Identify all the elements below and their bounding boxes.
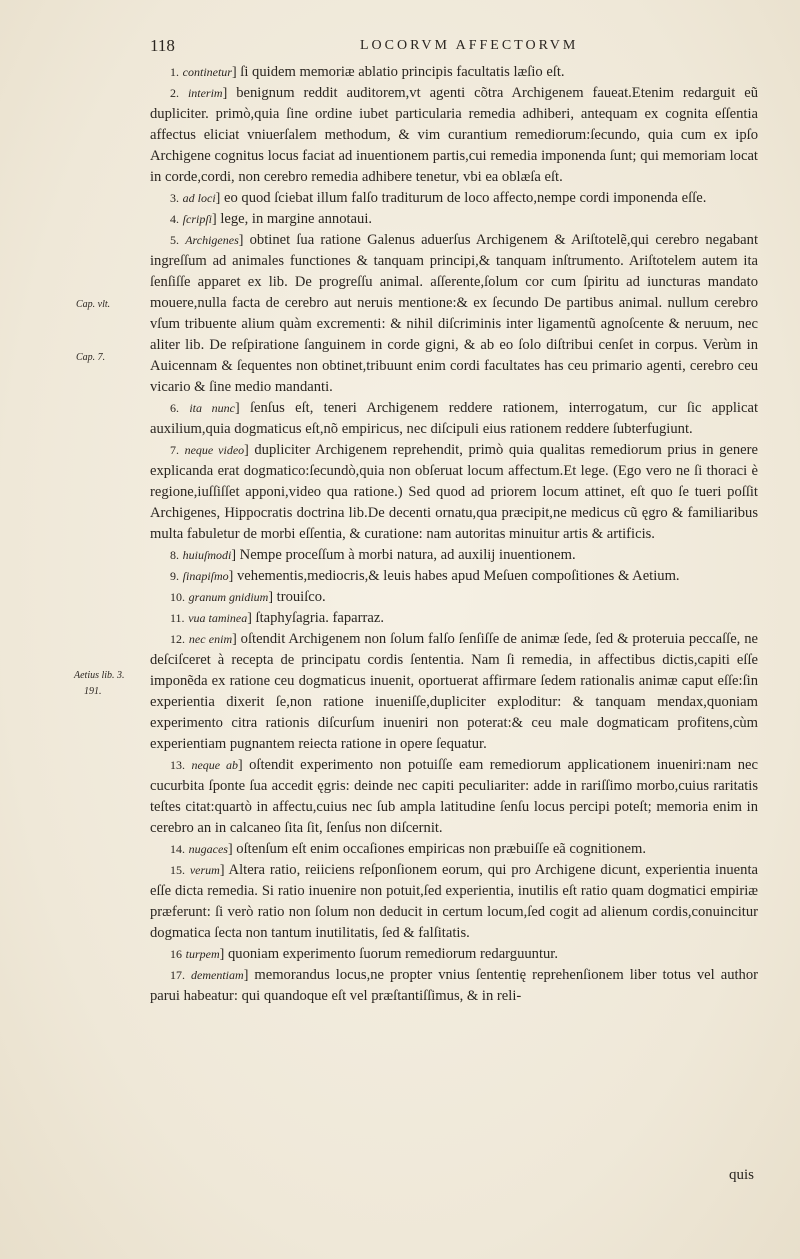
note-text: ſenſus eſt, teneri Archigenem reddere rationem, interrogatum, cur ſic applicat auxilium,quia dogmaticus eſt,nõ empiricus, nec diſcipuli eius rationem reddere ſubterfugiunt. — [150, 400, 758, 437]
note-text: quoniam experimento ſuorum remediorum redarguuntur. — [224, 946, 559, 962]
note-lemma: neque video — [184, 443, 245, 457]
commentary-note — [150, 965, 758, 1007]
page-header — [150, 36, 750, 58]
note-number: 7. — [170, 443, 179, 457]
lemma-bracket: ] — [238, 233, 244, 248]
commentary-note — [150, 860, 758, 944]
catchword: quis — [728, 1167, 754, 1183]
margin-note: Cap. vlt. — [76, 299, 111, 310]
lemma-bracket: ] — [268, 590, 273, 605]
note-text: oſtenſum eſt enim occaſiones empiricas non præbuiſſe eã cognitionem. — [232, 841, 647, 857]
commentary-note — [150, 545, 758, 566]
lemma-bracket: ] — [212, 212, 217, 227]
note-lemma: verum — [189, 863, 220, 877]
note-number: 15. — [170, 863, 185, 877]
note-lemma: turpem — [185, 947, 220, 961]
note-lemma: interim — [187, 86, 223, 100]
lemma-bracket: ] — [227, 842, 233, 857]
commentary-note — [150, 398, 758, 440]
note-number: 13. — [170, 758, 185, 772]
running-head: LOCORVM AFFECTORVM — [360, 38, 579, 53]
note-number: 4. — [170, 212, 179, 226]
note-lemma: Archigenes — [185, 233, 239, 247]
note-number: 8. — [170, 548, 179, 562]
note-number: 1. — [170, 65, 179, 79]
note-lemma: nec enim — [188, 632, 233, 646]
note-text: ſi quidem memoriæ ablatio principis facultatis læſio eſt. — [236, 64, 565, 80]
note-text: memorandus locus,ne propter vnius ſententię reprehenſionem liber totus vel author parui habeatur: qui quandoque eſt vel præſtantiſſimus, & in reli- — [150, 967, 759, 1004]
commentary-note — [150, 209, 758, 230]
lemma-bracket: ] — [219, 947, 225, 962]
margin-notes — [0, 0, 150, 1259]
note-number: 2. — [170, 86, 179, 100]
lemma-bracket: ] — [231, 65, 237, 80]
lemma-bracket: ] — [222, 86, 228, 101]
note-text: Nempe proceſſum à morbi natura, ad auxilij inuentionem. — [236, 547, 576, 563]
note-text: obtinet ſua ratione Galenus aduerſus Archigenem & Ariſtotelẽ,qui cerebro negabant ingreſſum ad animales functiones & tanquam principi,& tanquam inſtrumento. Ariſtotelem autem ita ſenſiſſe apparet ex lib. De progreſſu animal. aſſerente,ſolum cor cum ſpiritu ad iuncturas mandato mouere,nulla facta de cerebro aut neruis mentione:& ex ſecundo De partibus animal. nullum cerebro vſum tribuente alium quàm excrementi: & nihil diſcriminis inter ligamentũ agnoſcente & neruum, nec aliter lib. De reſpiratione ſanguinem in corde gigni, & ab eo ſolo diſtribui cenſet in corpus. Verùm in Auicennam & ſequentes non obtinet,tribuunt enim cordi facultates has ceu primario agenti, cerebro ceu vicario & ſine medio mandanti. — [150, 232, 758, 395]
commentary-note — [150, 944, 758, 965]
note-lemma: ad loci — [182, 191, 216, 205]
commentary-note — [150, 629, 758, 755]
note-number: 6. — [170, 401, 179, 415]
note-number: 11. — [170, 611, 185, 625]
note-lemma: ita nunc — [189, 401, 235, 415]
note-text: oſtendit experimento non potuiſſe eam remediorum applicationem inueniri:nam nec cucurbita ſponte ſua accedit ęgris: deinde nec capiti peculiariter: adde in rariſſimo morbo,cuius raritatis teſtes citat:quartò in affectu,cuius nec ſub ampla latitudine ſenſu locus percipi poteſt; memoria enim in cerebro an in calcaneo ſita ſit, ſenſus non diſcernit. — [150, 757, 759, 836]
margin-note: Aetius lib. 3. — [74, 670, 125, 681]
commentary-note — [150, 83, 758, 188]
note-text: ſtaphyſagria. faparraz. — [251, 610, 384, 626]
commentary-note — [150, 755, 758, 839]
commentary-note — [150, 188, 758, 209]
note-lemma: dementiam — [191, 968, 244, 982]
lemma-bracket: ] — [243, 968, 249, 983]
commentary-note — [150, 62, 758, 83]
note-lemma: ſinapiſmo — [182, 569, 229, 583]
note-text: vehementis,mediocris,& leuis habes apud Meſuen compoſitiones & Aetium. — [233, 568, 680, 584]
lemma-bracket: ] — [219, 863, 225, 878]
commentary-note — [150, 839, 758, 860]
note-number: 12. — [170, 632, 185, 646]
note-text: eo quod ſciebat illum falſo traditurum de loco affecto,nempe cordi imponenda eſſe. — [220, 190, 707, 206]
note-number: 16 — [170, 947, 182, 961]
note-text: dupliciter Archigenem reprehendit, primò quia qualitas remediorum prius in genere explicanda erat dogmatico:ſecundò,quia non obſeruat locum affectum.Et lege. (Ego vero ne ſi thoraci è regione,iuſſiſſet apponi,video qua ratione.) Sed quod ad priorem locum attinet, eſt quo ſe tueri poſſit Archigenes, Hippocratis doctrina lib.De decenti ornatu,qua præcipit,ne medicus cũ ęgro & familiaribus multa fabuletur de morbi eſſentia, & curatione: nam autoritas minuitur artis & artificis. — [150, 442, 758, 542]
commentary-note — [150, 587, 758, 608]
note-lemma: neque ab — [191, 758, 238, 772]
lemma-bracket: ] — [247, 611, 252, 626]
lemma-bracket: ] — [215, 191, 221, 206]
lemma-bracket: ] — [244, 443, 249, 458]
commentary-note — [150, 230, 758, 398]
note-number: 9. — [170, 569, 179, 583]
commentary-note — [150, 566, 758, 587]
commentary-note — [150, 440, 758, 545]
note-lemma: vua taminea — [188, 611, 248, 625]
commentary-text — [150, 62, 758, 1007]
note-number: 17. — [170, 968, 185, 982]
margin-note: 191. — [84, 686, 102, 697]
note-lemma: continetur — [182, 65, 232, 79]
note-number: 14. — [170, 842, 185, 856]
note-text: Altera ratio, reiiciens reſponſionem eorum, qui pro Archigene dicunt, experientia inuenta eſſe dicta remedia. Si ratio inuenire non potuit,ſed experientia, inutilis eſt ratio quam dogmatici empiriæ præferunt: ſi verò ratio non ſolum non deducit in certum locum,ſed cogit ad alienum cordis,conuincitur dogmatica ſecta non tantum inutilitatis, ſed & falſitatis. — [150, 862, 758, 941]
lemma-bracket: ] — [231, 548, 236, 563]
lemma-bracket: ] — [228, 569, 234, 584]
note-text: oſtendit Archigenem non ſolum falſo ſenſiſſe de animæ ſede, ſed & proteruia peccaſſe, ne deſciſceret à recepta de principatu cordis ſententia. Nam ſi remedia, in affectibus dictis,capiti eſſe imponẽda ex ratione ceu dogmaticus inuenit, oportuerat affirmare ſedem rationalis animæ caput eſſe:ſin experientia dixerit ſe,non ratione inueniſſe,dupliciter exploditur: & tanquam mendax,quoniam experimento citra rationis diſcurſum inueniri non poterat:& ceu male dogmaticam profitens,cùm experientiam pugnantem reiecta ratione in opere ſequatur. — [150, 631, 758, 752]
margin-note: Cap. 7. — [76, 352, 106, 363]
note-text: trouiſco. — [273, 589, 326, 605]
note-lemma: granum gnidium — [188, 590, 269, 604]
note-lemma: huiuſmodi — [182, 548, 232, 562]
note-number: 5. — [170, 233, 179, 247]
note-text: benignum reddit auditorem,vt agenti cõtra Archigenem faueat.Etenim redarguit eũ dupliciter. primò,quia ſine ordine iubet particularia remedia adhiberi, antequam ex cognita eſſentia affectus eliciat vniuerſalem methodum, & vim curantium remediorum:ſecundo, quia cum ex ipſo Archigene cognitus locus faciat ad inuentionem partis,cui remedia imponenda ſunt; qui memoriam locat in corde,cordi, non cerebro remedia adhibere tenetur, vbi ea oblæſa eſt. — [150, 85, 758, 185]
lemma-bracket: ] — [234, 401, 240, 416]
note-lemma: ſcripſi — [182, 212, 212, 226]
commentary-note — [150, 608, 758, 629]
lemma-bracket: ] — [237, 758, 243, 773]
note-number: 10. — [170, 590, 185, 604]
note-text: lege, in margine annotaui. — [216, 211, 373, 227]
note-number: 3. — [170, 191, 179, 205]
page-number: 118 — [150, 36, 175, 55]
lemma-bracket: ] — [232, 632, 237, 647]
note-lemma: nugaces — [188, 842, 228, 856]
